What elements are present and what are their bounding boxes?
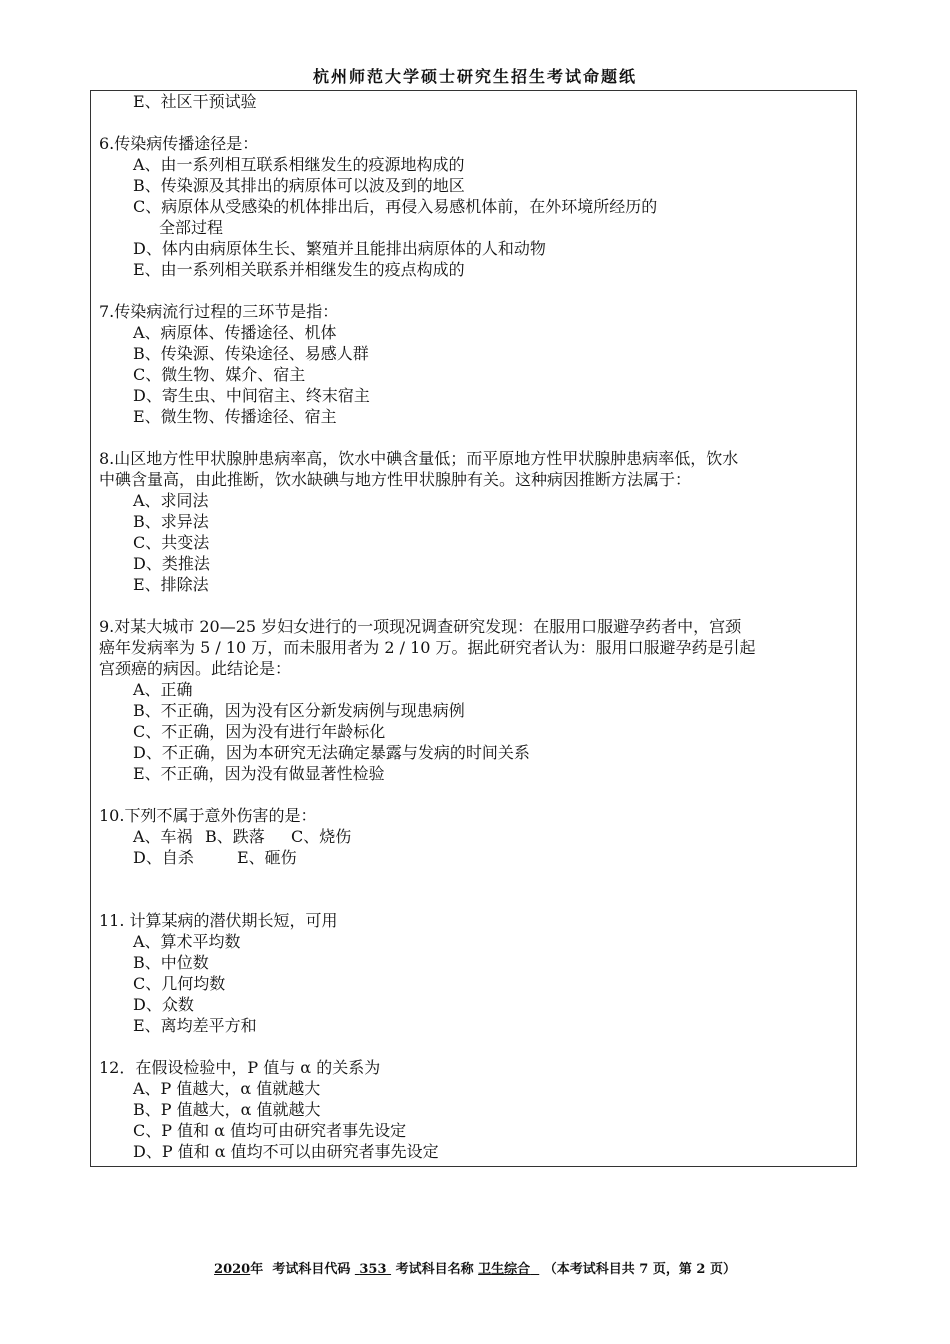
q8-option-a: A、求同法 bbox=[133, 491, 209, 510]
q7-option-b: B、传染源、传染途径、易感人群 bbox=[133, 344, 369, 363]
q10-option-e: E、砸伤 bbox=[237, 848, 297, 867]
q11-option-c: C、几何均数 bbox=[133, 974, 226, 993]
q9-option-d: D、不正确，因为本研究无法确定暴露与发病的时间关系 bbox=[133, 743, 530, 762]
q8-option-b: B、求异法 bbox=[133, 512, 209, 531]
q10-options-row-2 bbox=[99, 847, 851, 868]
page-title: 杭州师范大学硕士研究生招生考试命题纸 bbox=[312, 67, 637, 86]
q7-stem: 7.传染病流行过程的三环节是指： bbox=[99, 302, 339, 321]
spacer bbox=[99, 427, 851, 448]
subject-name bbox=[478, 1262, 539, 1277]
q12-option-d: D、P 值和 α 值均不可以由研究者事先设定 bbox=[133, 1142, 439, 1161]
spacer bbox=[99, 112, 851, 133]
q8-option-c: C、共变法 bbox=[133, 533, 210, 552]
q7-option-e: E、微生物、传播途径、宿主 bbox=[133, 407, 337, 426]
spacer bbox=[99, 868, 851, 910]
q5-option-e: E、社区干预试验 bbox=[133, 92, 257, 111]
spacer bbox=[99, 595, 851, 616]
question-content bbox=[99, 91, 851, 1162]
exam-year: 2020 bbox=[214, 1262, 251, 1277]
q12-option-c: C、P 值和 α 值均可由研究者事先设定 bbox=[133, 1121, 407, 1140]
q9-stem-line-2: 癌年发病率为 5 / 10 万，而未服用者为 2 / 10 万。据此研究者认为：服用口服避孕药是引起 bbox=[99, 638, 756, 657]
subject-name-label: 考试科目名称 bbox=[395, 1262, 474, 1277]
subject-name-value: 卫生综合 bbox=[478, 1262, 531, 1277]
q12-stem: 12．在假设检验中，P 值与 α 的关系为 bbox=[99, 1058, 381, 1077]
q9-stem-line-1: 9.对某大城市 20—25 岁妇女进行的一项现况调查研究发现：在服用口服避孕药者中，宫颈 bbox=[99, 617, 742, 636]
q6-option-c-continued: 全部过程 bbox=[159, 218, 224, 237]
q8-stem-line-2: 中碘含量高，由此推断，饮水缺碘与地方性甲状腺肿有关。这种病因推断方法属于： bbox=[99, 470, 692, 489]
subject-code-value: 353 bbox=[359, 1262, 387, 1277]
q11-option-d: D、众数 bbox=[133, 995, 194, 1014]
q8-option-d: D、类推法 bbox=[133, 554, 210, 573]
q12-option-b: B、P 值越大，α 值就越大 bbox=[133, 1100, 321, 1119]
spacer bbox=[99, 784, 851, 805]
q7-option-a: A、病原体、传播途径、机体 bbox=[133, 323, 337, 342]
spacer bbox=[99, 280, 851, 301]
q10-stem: 10.下列不属于意外伤害的是： bbox=[99, 806, 317, 825]
page-count: （本考试科目共 7 页，第 2 页） bbox=[543, 1262, 736, 1277]
q10-option-d: D、自杀 bbox=[133, 848, 194, 867]
q8-stem-line-1: 8.山区地方性甲状腺肿患病率高，饮水中碘含量低；而平原地方性甲状腺肿患病率低，饮水 bbox=[99, 449, 739, 468]
subject-code bbox=[355, 1262, 391, 1277]
page-footer bbox=[0, 1258, 950, 1277]
q9-option-a: A、正确 bbox=[133, 680, 193, 699]
q6-option-a: A、由一系列相互联系相继发生的疫源地构成的 bbox=[133, 155, 465, 174]
q8-option-e: E、排除法 bbox=[133, 575, 209, 594]
q6-option-b: B、传染源及其排出的病原体可以波及到的地区 bbox=[133, 176, 465, 195]
q11-option-e: E、离均差平方和 bbox=[133, 1016, 257, 1035]
q11-stem: 11. 计算某病的潜伏期长短，可用 bbox=[99, 911, 338, 930]
q6-option-c: C、病原体从受感染的机体排出后，再侵入易感机体前，在外环境所经历的 bbox=[133, 197, 658, 216]
exam-year-suffix: 年 bbox=[250, 1262, 264, 1277]
q12-option-a: A、P 值越大，α 值就越大 bbox=[133, 1079, 321, 1098]
q10-option-c: C、烧伤 bbox=[291, 827, 352, 846]
q6-option-e: E、由一系列相关联系并相继发生的疫点构成的 bbox=[133, 260, 465, 279]
q10-option-a: A、车祸 bbox=[133, 827, 193, 846]
q9-stem-line-3: 宫颈癌的病因。此结论是： bbox=[99, 659, 292, 678]
subject-code-label: 考试科目代码 bbox=[272, 1262, 351, 1277]
q6-stem: 6.传染病传播途径是： bbox=[99, 134, 259, 153]
spacer bbox=[99, 1036, 851, 1057]
q9-option-b: B、不正确，因为没有区分新发病例与现患病例 bbox=[133, 701, 465, 720]
q11-option-a: A、算术平均数 bbox=[133, 932, 241, 951]
q9-option-c: C、不正确，因为没有进行年龄标化 bbox=[133, 722, 386, 741]
q9-option-e: E、不正确，因为没有做显著性检验 bbox=[133, 764, 385, 783]
q7-option-c: C、微生物、媒介、宿主 bbox=[133, 365, 306, 384]
q10-options-row-1 bbox=[99, 826, 851, 847]
q6-option-d: D、体内由病原体生长、繁殖并且能排出病原体的人和动物 bbox=[133, 239, 546, 258]
q7-option-d: D、寄生虫、中间宿主、终末宿主 bbox=[133, 386, 370, 405]
q11-option-b: B、中位数 bbox=[133, 953, 209, 972]
q10-option-b: B、跌落 bbox=[205, 827, 265, 846]
